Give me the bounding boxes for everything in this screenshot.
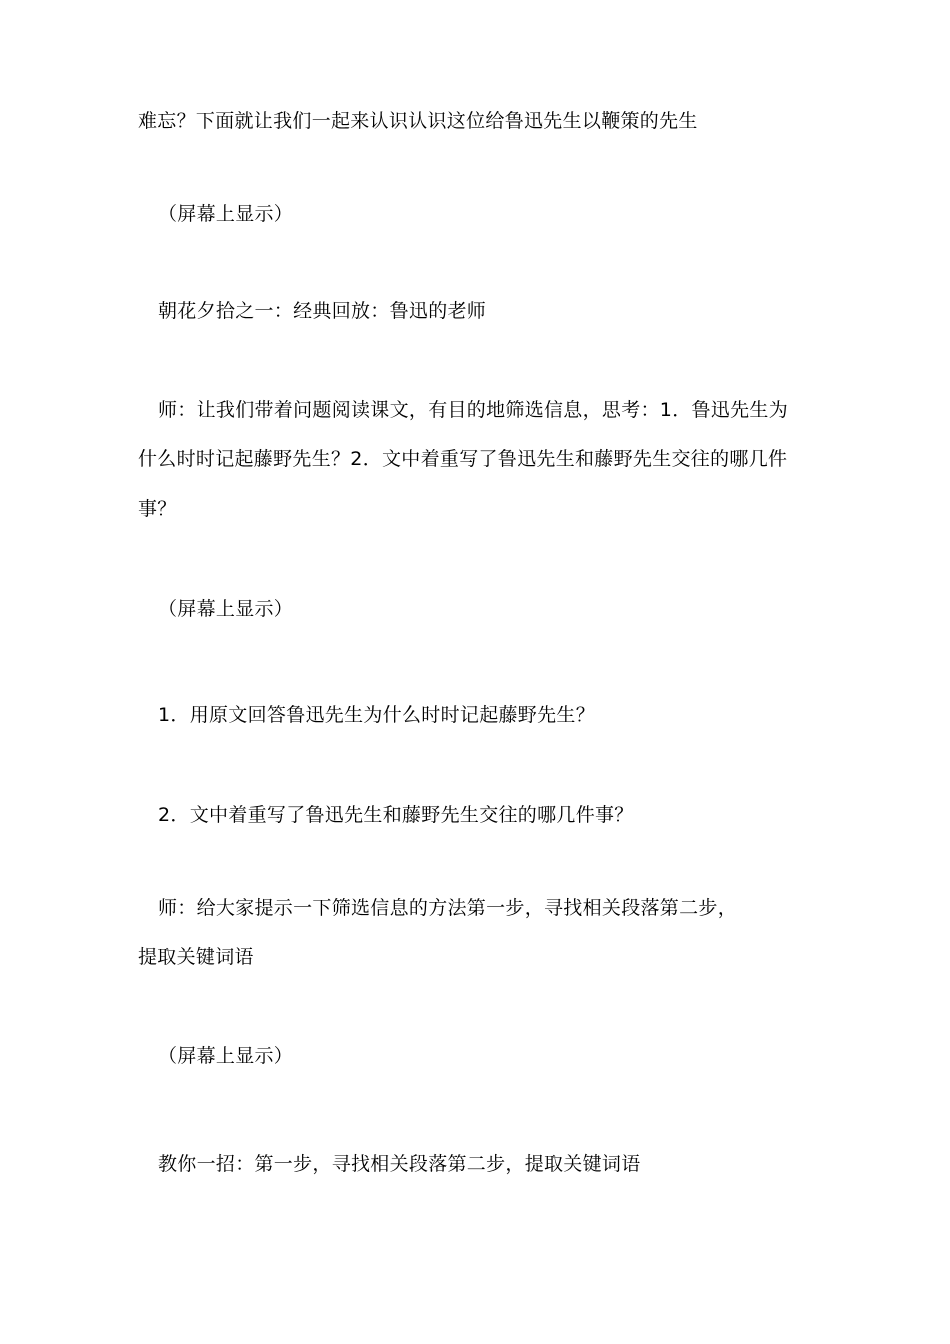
text-line-question-1: 1．用原文回答鲁迅先生为什么时时记起藤野先生？	[158, 704, 595, 726]
text-line-teacher-question-1: 师：让我们带着问题阅读课文，有目的地筛选信息，思考：1．鲁迅先生为	[158, 399, 788, 421]
text-line-teacher-hint-2: 提取关键词语	[138, 946, 254, 968]
text-line-teacher-hint-1: 师：给大家提示一下筛选信息的方法第一步，寻找相关段落第二步，	[158, 897, 738, 919]
text-line-teacher-question-3: 事？	[138, 498, 177, 520]
text-line-tip: 教你一招：第一步，寻找相关段落第二步，提取关键词语	[158, 1153, 641, 1175]
text-line-teacher-question-2: 什么时时记起藤野先生？2．文中着重写了鲁迅先生和藤野先生交往的哪几件	[138, 448, 788, 470]
text-line-screen-note-1: （屏幕上显示）	[158, 203, 294, 225]
text-line-question-2: 2．文中着重写了鲁迅先生和藤野先生交往的哪几件事？	[158, 804, 634, 826]
text-line-section-title: 朝花夕拾之一：经典回放：鲁迅的老师	[158, 300, 487, 322]
text-line-screen-note-2: （屏幕上显示）	[158, 598, 294, 620]
text-line-intro: 难忘？下面就让我们一起来认识认识这位给鲁迅先生以鞭策的先生	[138, 110, 698, 132]
text-line-screen-note-3: （屏幕上显示）	[158, 1045, 294, 1067]
